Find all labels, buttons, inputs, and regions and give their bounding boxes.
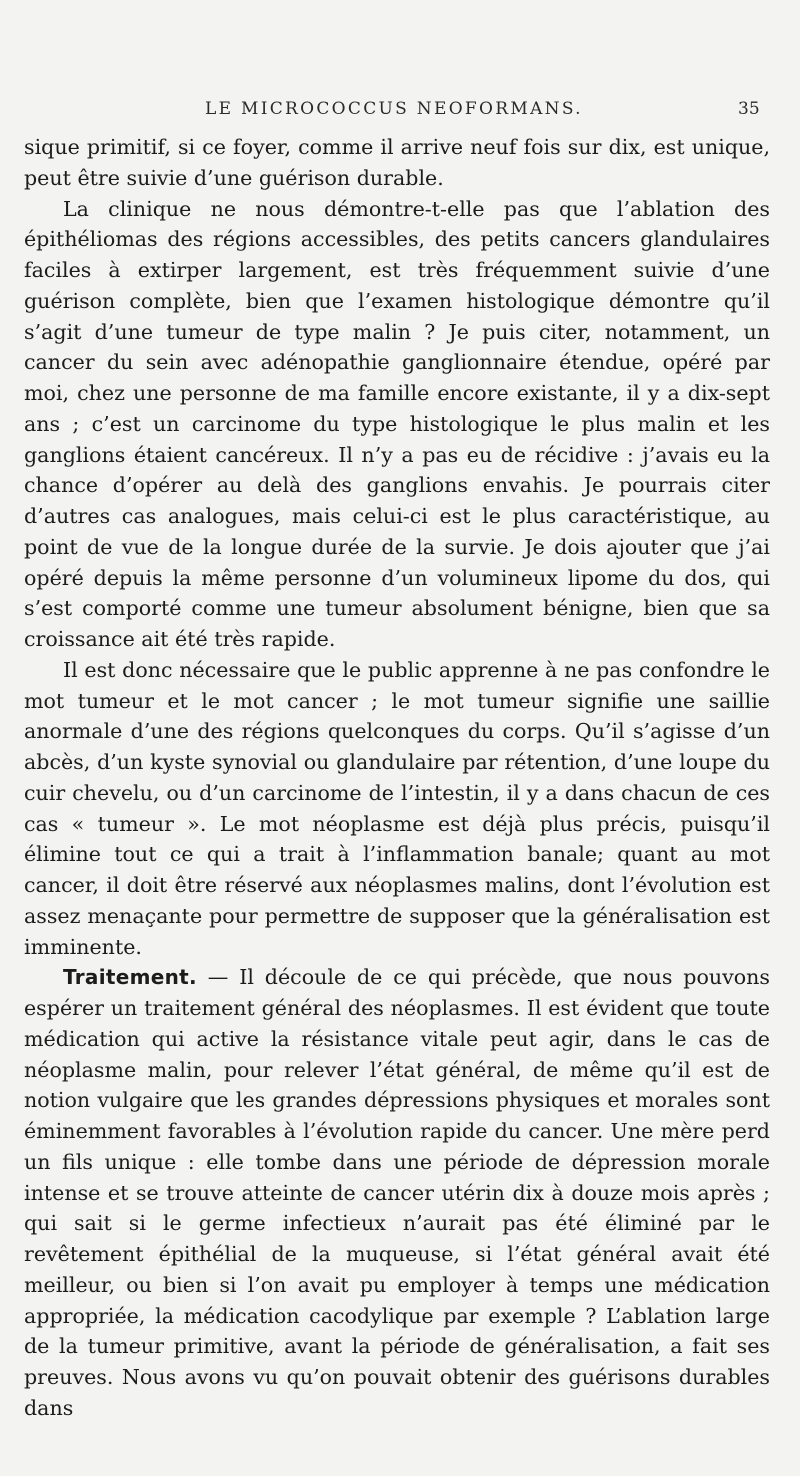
paragraph-clinique: La clinique ne nous démontre-t-elle pas que l’ablation des épithéliomas des régions accessibles, des petits cancers glandulaires faciles à extirper largement, est très fréquemment suivie d’une guérison complète, bien que l’examen histologique démontre qu’il s’agit d’une tumeur de type malin ? Je puis citer, notamment, un cancer du sein avec adénopathie ganglionnaire étendue, opéré par moi, chez une personne de ma famille encore existante, il y a dix-sept ans ; c’est un carcinome du type histologique le plus malin et les ganglions étaient cancéreux. Il n’y a pas eu de récidive : j’avais eu la chance d’opérer au delà des ganglions envahis. Je pourrais citer d’autres cas analogues, mais celui-ci est le plus caractéristique, au point de vue de la longue durée de la survie. Je dois ajouter que j’ai opéré depuis la même personne d’un volumineux lipome du dos, qui s’est comporté comme une tumeur absolument bénigne, bien que sa croissance ait été très rapide. [24,196,770,651]
paragraph-traitement-text: — Il découle de ce qui précède, que nous pouvons espérer un traitement général des néoplasmes. Il est évident que toute médication qui active la résistance vitale peut agir, dans le cas de néoplasme malin, pour relever l’état général, de même qu’il est de notion vulgaire que les grandes dépressions physiques et morales sont éminemment favorables à l’évolution rapide du cancer. Une mère perd un fils unique : elle tombe dans une période de dépression morale intense et se trouve atteinte de cancer utérin dix à douze mois après ; qui sait si le germe infectieux n’aurait pas été éliminé par le revêtement épithélial de la muqueuse, si l’état général avait été meilleur, ou bien si l’on avait pu employer à temps une médication appropriée, la médication cacodylique par exemple ? L’ablation large de la tumeur primitive, avant la période de généralisation, a fait ses preuves. Nous avons vu qu’on pouvait obtenir des guérisons durables dans [24,965,770,1420]
section-heading-traitement: Traitement. [63,965,197,990]
paragraph-tumeur-definition: Il est donc nécessaire que le public apprenne à ne pas confondre le mot tumeur et le mot cancer ; le mot tumeur signifie une saillie anormale d’une des régions quelconques du corps. Qu’il s’agisse d’un abcès, d’un kyste synovial ou glandulaire par rétention, d’une loupe du cuir chevelu, ou d’un carcinome de l’intestin, il y a dans chacun de ces cas « tumeur ». Le mot néoplasme est déjà plus précis, puisqu’il élimine tout ce qui a trait à l’inflammation banale; quant au mot cancer, il doit être réservé aux néoplasmes malins, dont l’évolution est assez menaçante pour permettre de supposer que la généralisation est imminente. [24,657,770,959]
paragraph-traitement [24,962,770,1423]
running-head [0,99,800,123]
page-number: 35 [738,99,760,119]
running-title: LE MICROCOCCUS NEOFORMANS. [205,99,583,119]
paragraph-continuation: sique primitif, si ce foyer, comme il arrive neuf fois sur dix, est unique, peut être suivie d’une guérison durable. [24,135,770,190]
body-text [24,132,770,1424]
